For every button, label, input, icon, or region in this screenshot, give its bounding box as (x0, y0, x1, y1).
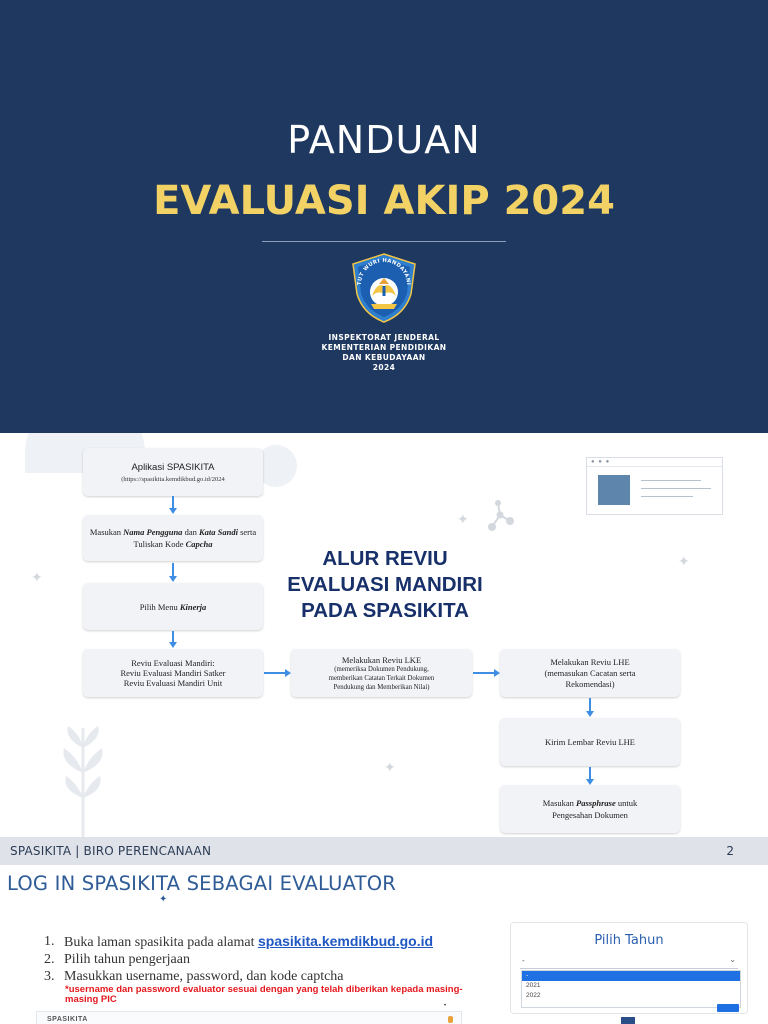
step-number: 3. (44, 969, 55, 984)
flow-step-menu (83, 583, 263, 630)
decorative-block (621, 1017, 635, 1024)
submit-button[interactable] (717, 1004, 739, 1012)
network-icon (484, 499, 516, 535)
page-number: 2 (726, 844, 734, 858)
pass-text: Masukan (542, 798, 577, 808)
lke-line-1: (memeriksa Dokumen Pendukung, (334, 665, 429, 673)
arrow-head (494, 669, 500, 677)
login-captcha-term: Capcha (185, 539, 213, 549)
sparkle-icon: ✦ (384, 760, 396, 776)
flow-slide (0, 433, 768, 837)
credentials-note: *username dan password evaluator sesuai dengan yang telah diberikan kepada masing-masing PIC (65, 984, 463, 1005)
cover-title: PANDUAN (287, 118, 481, 162)
org-line-3: DAN KEBUDAYAAN (342, 353, 426, 362)
flow-title-line-3: PADA SPASIKITA (301, 599, 469, 622)
pilih-tahun-heading: Pilih Tahun (594, 933, 664, 948)
arrow-down (589, 767, 591, 779)
sparkle-icon: ✦ (31, 570, 43, 586)
arrow-head (586, 779, 594, 785)
flow-step-login (83, 515, 263, 561)
reviu-line-3: Reviu Evaluasi Mandiri Unit (123, 678, 223, 688)
menu-text: Pilih Menu (139, 601, 180, 612)
login-text: dan (182, 527, 199, 537)
step-aplikasi-title: Aplikasi SPASIKITA (131, 461, 215, 473)
lke-line-3: Pendukung dan Memberikan Nilai) (333, 683, 430, 691)
flow-title-line-2: EVALUASI MANDIRI (287, 573, 483, 596)
lhe-line-3: Rekomendasi) (565, 678, 615, 689)
arrow-head (169, 642, 177, 648)
login-text: serta Tuliskan Kode (133, 527, 257, 549)
kirim-text: Kirim Lembar Reviu LHE (545, 737, 635, 747)
list-item (44, 933, 504, 951)
year-option[interactable]: - (522, 971, 740, 981)
chevron-down-icon: ⌄ (729, 955, 736, 964)
logo-text: TUT WURI HANDAYANI (356, 257, 412, 286)
spasikita-logo: SPASIKITA (47, 1016, 88, 1023)
org-line-1: INSPEKTORAT JENDERAL (328, 333, 440, 342)
org-line-2: KEMENTERIAN PENDIDIKAN (321, 343, 447, 352)
login-page-screenshot (36, 1011, 462, 1024)
flow-title (250, 546, 520, 624)
arrow-right (264, 672, 285, 674)
step-text: Pilih tahun pengerjaan (64, 952, 190, 967)
browser-illustration: ● ● ● (586, 457, 723, 515)
sparkle-icon: ✦ (457, 512, 469, 528)
lke-title: Melakukan Reviu LKE (341, 654, 422, 665)
slide-footer (0, 837, 768, 865)
arrow-head (285, 669, 291, 677)
arrow-head (169, 576, 177, 582)
flow-title-line-1: ALUR REVIU (322, 547, 448, 570)
sparkle-icon: ✦ (678, 554, 690, 570)
step-text: Masukkan username, password, dan kode captcha (64, 969, 344, 984)
year-select-value: - (522, 956, 525, 965)
pass-text: untuk (615, 798, 638, 808)
menu-kinerja-term: Kinerja (179, 601, 207, 612)
cover-subtitle: EVALUASI AKIP 2024 (153, 178, 615, 224)
reviu-line-1: Reviu Evaluasi Mandiri: (131, 658, 215, 668)
flow-step-passphrase (500, 785, 680, 833)
step-aplikasi-url: (https://spasikita.kemdikbud.go.id/2024 (121, 475, 225, 483)
year-options-list (521, 970, 741, 1008)
flow-step-reviu-mandiri (83, 649, 263, 697)
spasikita-link[interactable]: spasikita.kemdikbud.go.id (258, 933, 434, 949)
login-steps (44, 933, 504, 985)
pilih-tahun-panel (510, 922, 748, 1014)
lhe-line-2: (memasukan Cacatan serta (544, 667, 636, 678)
list-item (44, 951, 504, 968)
step-number: 2. (44, 952, 55, 967)
login-username-term: Nama Pengguna (123, 527, 183, 537)
lke-line-2: memberikan Catatan Terkait Dokumen (328, 674, 435, 682)
arrow-head (586, 711, 594, 717)
bullet-dot: • (444, 1003, 447, 1009)
list-item (44, 968, 504, 985)
year-option[interactable]: 2021 (526, 982, 541, 989)
plant-decoration (58, 718, 108, 837)
org-year: 2024 (372, 363, 396, 372)
lhe-line-1: Melakukan Reviu LHE (550, 656, 630, 667)
cover-organization (0, 333, 768, 373)
arrow-down (589, 698, 591, 711)
login-password-term: Kata Sandi (198, 527, 238, 537)
arrow-down (172, 631, 174, 642)
tut-wuri-handayani-logo (349, 252, 419, 324)
login-slide-title: LOG IN SPASIKITA SEBAGAI EVALUATOR (7, 872, 397, 895)
passphrase-term: Passphrase (576, 798, 616, 808)
year-select[interactable] (520, 956, 738, 969)
step-text: Buka laman spasikita pada alamat (64, 935, 258, 950)
arrow-right (473, 672, 494, 674)
arrow-down (172, 496, 174, 508)
login-slide (0, 865, 768, 1024)
flow-step-reviu-lhe (500, 649, 680, 697)
cover-divider (262, 241, 506, 242)
user-icon (448, 1016, 453, 1023)
flow-step-reviu-lke (291, 649, 472, 697)
year-option[interactable]: 2022 (526, 992, 541, 999)
flow-step-kirim (500, 718, 680, 766)
arrow-down (172, 563, 174, 576)
pass-line-2: Pengesahan Dokumen (552, 810, 628, 820)
cover-slide (0, 0, 768, 433)
step-number: 1. (44, 934, 55, 949)
flow-step-aplikasi (83, 448, 263, 496)
arrow-head (169, 508, 177, 514)
reviu-line-2: Reviu Evaluasi Mandiri Satker (120, 668, 226, 678)
sparkle-icon: ✦ (159, 894, 168, 905)
footer-label: SPASIKITA | BIRO PERENCANAAN (10, 844, 212, 858)
login-text: Masukan (89, 527, 124, 537)
